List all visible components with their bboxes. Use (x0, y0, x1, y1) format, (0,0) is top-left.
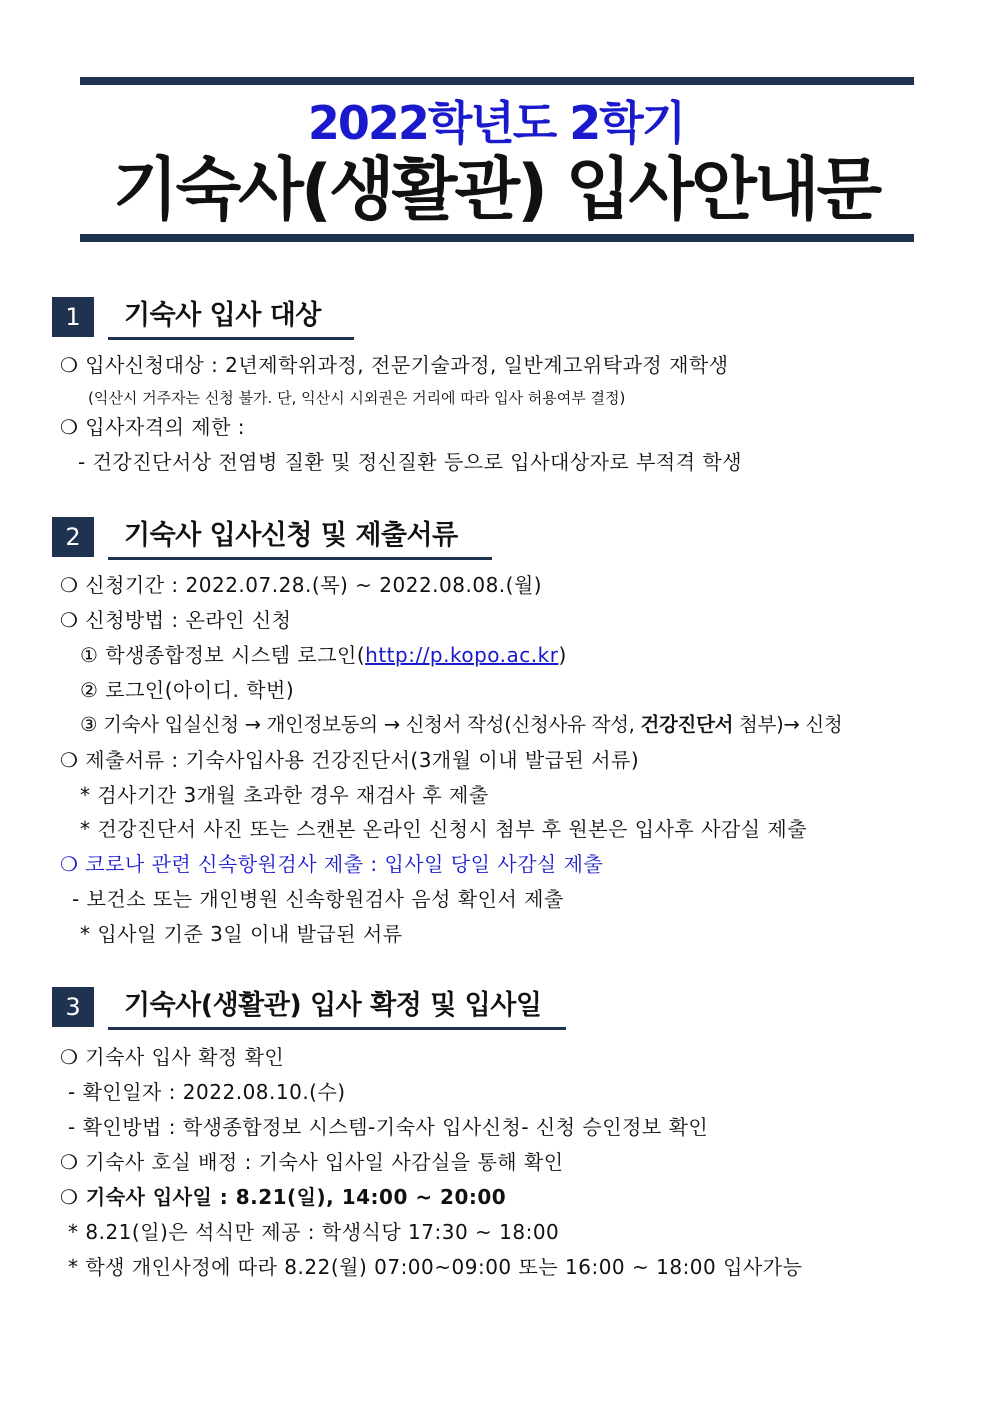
step-text: ① 학생종합정보 시스템 로그인( (80, 643, 366, 667)
list-item: ❍ 입사신청대상 : 2년제학위과정, 전문기술과정, 일반계고위탁과정 재학생 (60, 353, 729, 377)
section-title: 기숙사 입사신청 및 제출서류 (124, 520, 458, 551)
list-item: * 학생 개인사정에 따라 8.22(월) 07:00~09:00 또는 16:00 ~ 18:00 입사가능 (68, 1255, 803, 1279)
list-item: ❍ 입사자격의 제한 : (60, 415, 245, 439)
step-text-end: ) (558, 643, 567, 667)
list-item: - 확인방법 : 학생종합정보 시스템-기숙사 입사신청- 신청 승인정보 확인 (68, 1115, 709, 1139)
list-item: ❍ 기숙사 호실 배정 : 기숙사 입사일 사감실을 통해 확인 (60, 1150, 564, 1174)
list-item: - 보건소 또는 개인병원 신속항원검사 음성 확인서 제출 (72, 887, 564, 911)
section-title: 기숙사 입사 대상 (124, 300, 321, 331)
list-item: * 건강진단서 사진 또는 스캔본 온라인 신청시 첨부 후 원본은 입사후 사감실 제출 (80, 817, 808, 841)
list-item (80, 711, 842, 739)
section-underline (108, 557, 492, 560)
step-text: ③ 기숙사 입실신청 → 개인정보동의 → 신청서 작성(신청사유 작성, (80, 713, 641, 736)
top-rule (80, 77, 914, 85)
list-item: * 입사일 기준 3일 이내 발급된 서류 (80, 922, 403, 946)
step-text-bold: 건강진단서 (640, 713, 734, 736)
list-item: - 확인일자 : 2022.08.10.(수) (68, 1080, 346, 1104)
document-title: 기숙사(생활관) 입사안내문 (112, 151, 880, 230)
list-item: ❍ 신청방법 : 온라인 신청 (60, 608, 292, 632)
section-underline (108, 1027, 566, 1030)
list-item (80, 641, 567, 669)
list-item: * 8.21(일)은 석식만 제공 : 학생식당 17:30 ~ 18:00 (68, 1220, 560, 1244)
move-in-date: ❍ 기숙사 입사일 : 8.21(일), 14:00 ~ 20:00 (60, 1185, 507, 1209)
section-number: 1 (52, 297, 94, 337)
bottom-rule (80, 234, 914, 242)
note-text: (익산시 거주자는 신청 불가. 단, 익산시 시외권은 거리에 따라 입사 허용여부 결정) (88, 389, 626, 407)
document-subtitle: 2022학년도 2학기 (307, 96, 685, 150)
section-number: 2 (52, 517, 94, 557)
list-item: * 검사기간 3개월 초과한 경우 재검사 후 제출 (80, 783, 489, 807)
list-item: ② 로그인(아이디. 학번) (80, 678, 295, 702)
section-underline (108, 337, 354, 340)
list-item: ❍ 기숙사 입사 확정 확인 (60, 1045, 285, 1069)
step-text-end: 첨부)→ 신청 (733, 713, 843, 736)
list-item: ❍ 제출서류 : 기숙사입사용 건강진단서(3개월 이내 발급된 서류) (60, 748, 640, 772)
section-title: 기숙사(생활관) 입사 확정 및 입사일 (124, 990, 542, 1021)
list-item: - 건강진단서상 전염병 질환 및 정신질환 등으로 입사대상자로 부적격 학생 (78, 450, 743, 474)
section-number: 3 (52, 987, 94, 1027)
portal-link[interactable]: http://p.kopo.ac.kr (365, 643, 559, 667)
list-item: ❍ 신청기간 : 2022.07.28.(목) ~ 2022.08.08.(월) (60, 573, 543, 597)
covid-notice: ❍ 코로나 관련 신속항원검사 제출 : 입사일 당일 사감실 제출 (60, 852, 604, 876)
